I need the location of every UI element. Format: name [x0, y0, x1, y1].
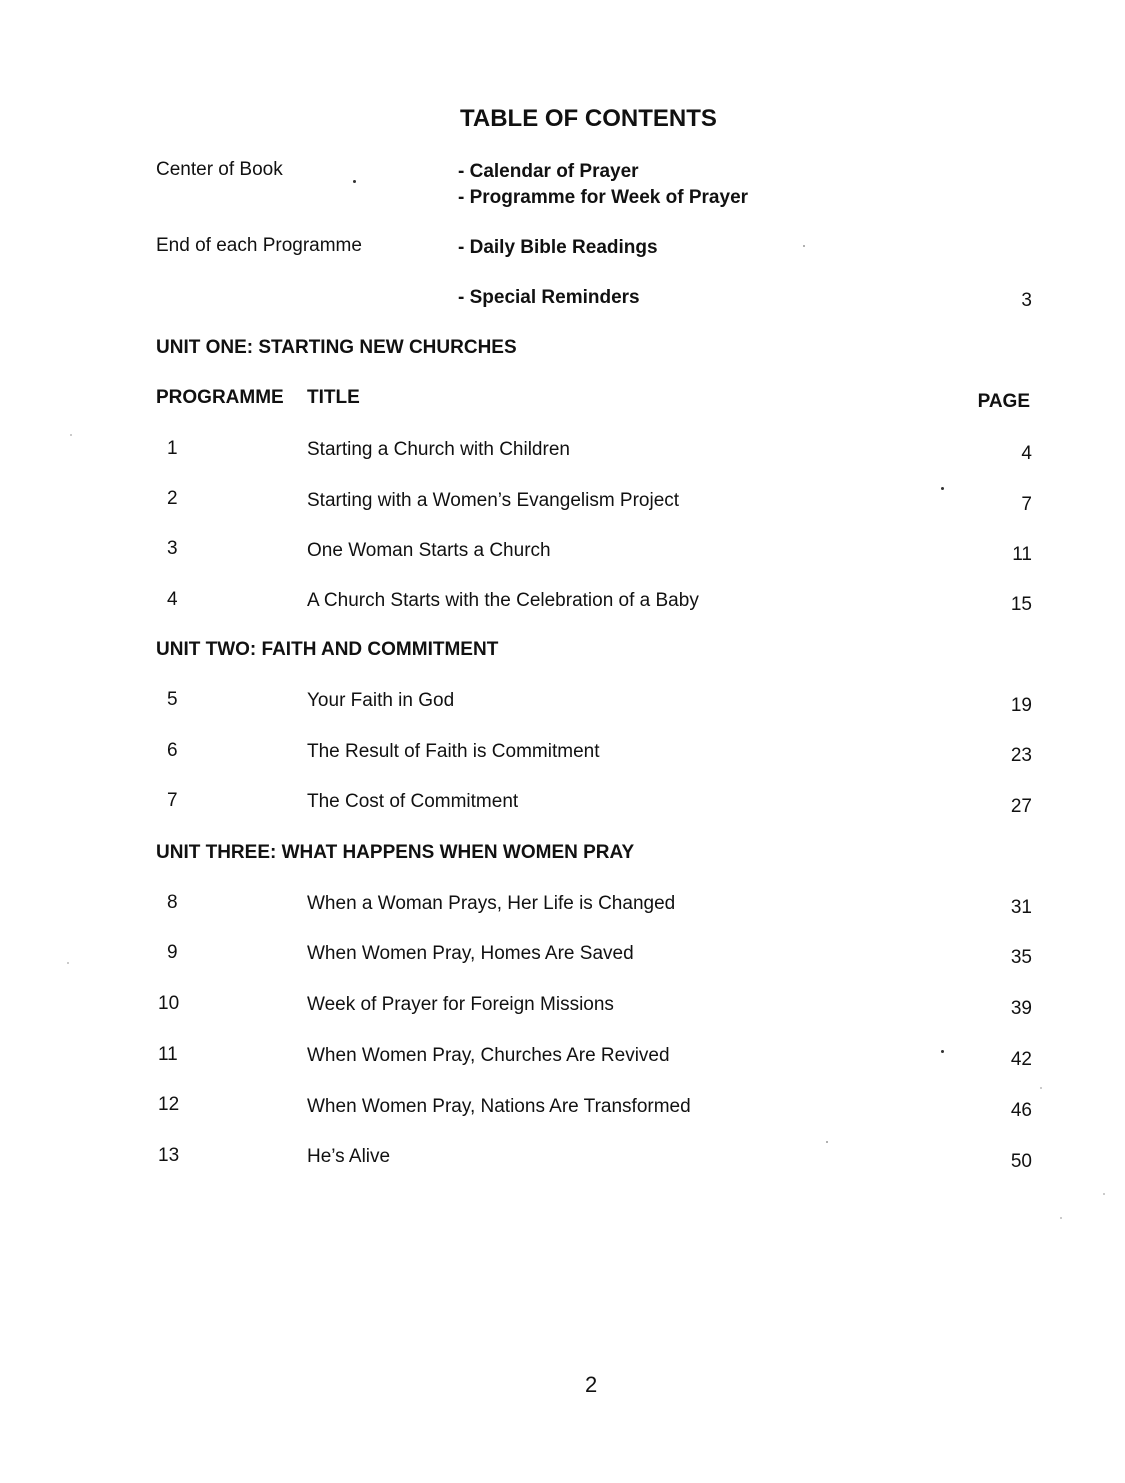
- programme-page: 19: [1010, 695, 1032, 716]
- scan-speck: [1060, 1217, 1062, 1219]
- programme-number: 4: [167, 589, 178, 610]
- front-matter-location: Center of Book: [156, 159, 283, 180]
- programme-number: 8: [167, 892, 178, 913]
- page-number: 2: [585, 1372, 598, 1397]
- front-matter-location: End of each Programme: [156, 235, 362, 256]
- column-header-page: PAGE: [977, 391, 1030, 412]
- programme-title: One Woman Starts a Church: [307, 540, 551, 561]
- scan-speck: [70, 434, 72, 436]
- front-matter-item: - Special Reminders: [458, 287, 640, 308]
- programme-title: The Cost of Commitment: [307, 791, 519, 812]
- front-matter-page: 3: [1021, 290, 1032, 311]
- programme-page: 23: [1010, 745, 1032, 766]
- programme-page: 27: [1010, 796, 1032, 817]
- unit-heading: UNIT TWO: FAITH AND COMMITMENT: [156, 639, 499, 660]
- programme-title: When Women Pray, Homes Are Saved: [307, 943, 634, 964]
- scan-speck: [353, 180, 356, 183]
- programme-number: 5: [167, 689, 178, 710]
- unit-heading: UNIT THREE: WHAT HAPPENS WHEN WOMEN PRAY: [156, 842, 635, 863]
- programme-title: Starting a Church with Children: [307, 439, 570, 460]
- column-header-title: TITLE: [307, 387, 360, 408]
- programme-page: 42: [1010, 1049, 1032, 1070]
- column-header-programme: PROGRAMME: [156, 387, 284, 408]
- page-title: TABLE OF CONTENTS: [460, 105, 717, 132]
- programme-page: 15: [1010, 594, 1032, 615]
- programme-number: 6: [167, 740, 178, 761]
- scan-speck: [826, 1141, 828, 1143]
- scan-speck: [803, 245, 805, 247]
- programme-number: 2: [167, 488, 178, 509]
- programme-title: When Women Pray, Nations Are Transformed: [307, 1096, 691, 1117]
- scan-speck: [1103, 1193, 1105, 1195]
- programme-title: He’s Alive: [307, 1146, 391, 1167]
- programme-page: 7: [1021, 494, 1032, 515]
- programme-page: 4: [1021, 443, 1032, 464]
- programme-number: 1: [167, 438, 178, 459]
- programme-number: 13: [158, 1145, 180, 1166]
- programme-number: 7: [167, 790, 178, 811]
- programme-number: 12: [158, 1094, 180, 1115]
- scan-speck: [941, 487, 944, 490]
- front-matter-item: - Programme for Week of Prayer: [458, 187, 749, 208]
- programme-title: Week of Prayer for Foreign Missions: [307, 994, 614, 1015]
- programme-page: 39: [1010, 998, 1032, 1019]
- programme-title: A Church Starts with the Celebration of a Baby: [307, 590, 699, 611]
- programme-title: Starting with a Women’s Evangelism Project: [307, 490, 680, 511]
- programme-number: 3: [167, 538, 178, 559]
- programme-title: When Women Pray, Churches Are Revived: [307, 1045, 670, 1066]
- programme-number: 10: [158, 993, 180, 1014]
- programme-title: The Result of Faith is Commitment: [307, 741, 600, 762]
- front-matter-item: - Calendar of Prayer: [458, 161, 639, 182]
- front-matter-item: - Daily Bible Readings: [458, 237, 658, 258]
- programme-page: 50: [1010, 1151, 1032, 1172]
- unit-heading: UNIT ONE: STARTING NEW CHURCHES: [156, 337, 517, 358]
- programme-title: Your Faith in God: [307, 690, 455, 711]
- programme-title: When a Woman Prays, Her Life is Changed: [307, 893, 676, 914]
- programme-page: 11: [1012, 544, 1032, 565]
- programme-number: 11: [158, 1044, 178, 1065]
- programme-page: 31: [1010, 897, 1032, 918]
- scan-speck: [67, 962, 69, 964]
- scan-speck: [1040, 1087, 1042, 1089]
- scan-speck: [941, 1050, 944, 1053]
- programme-page: 46: [1010, 1100, 1032, 1121]
- programme-number: 9: [167, 942, 178, 963]
- programme-page: 35: [1010, 947, 1032, 968]
